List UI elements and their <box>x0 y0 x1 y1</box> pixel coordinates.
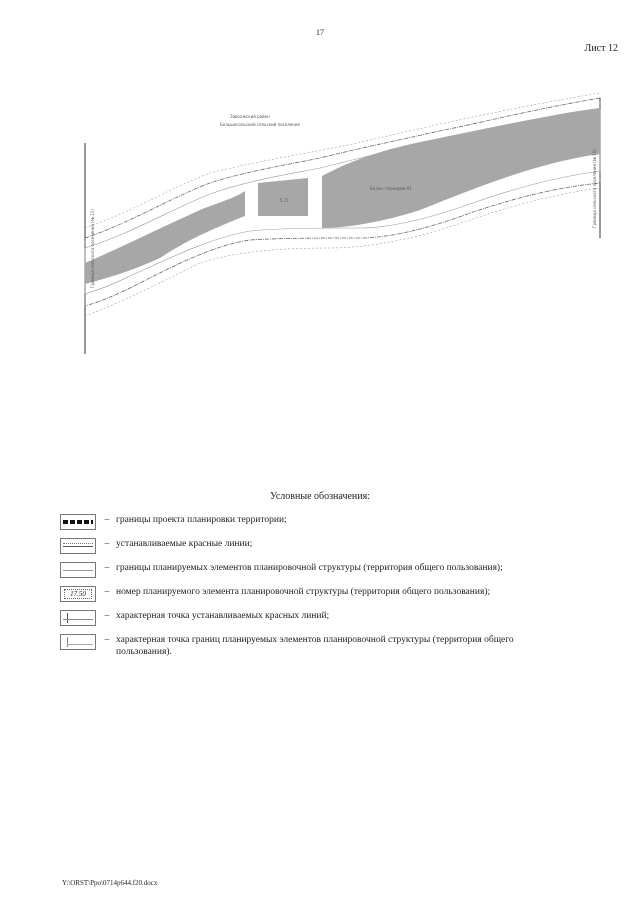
legend-item-red-lines <box>60 538 580 554</box>
legend-item-text: границы планируемых элементов планировочной структуры (территория общего пользования); <box>116 563 503 573</box>
legend-item-text: устанавливаемые красные линии; <box>116 539 253 549</box>
page-number: 17 <box>316 28 324 37</box>
legend-item-text: характерная точка устанавливаемых красных линий; <box>116 611 330 621</box>
legend-dash: – <box>104 635 110 645</box>
red-line-point-symbol <box>60 610 96 626</box>
planning-element-area <box>85 191 245 284</box>
element-boundaries-symbol <box>60 562 96 578</box>
planning-map <box>70 88 610 363</box>
planning-element-area <box>258 178 308 216</box>
legend-dash: – <box>104 563 110 573</box>
project-boundary-symbol <box>60 514 96 530</box>
map-top-label-line1: Заволжский район <box>230 114 270 119</box>
element-label: Ботан. планиров.01 <box>370 186 412 191</box>
legend-dash: – <box>104 515 110 525</box>
legend-item-text: номер планируемого элемента планировочной структуры (территория общего пользования); <box>116 587 491 597</box>
legend-item-project-boundary <box>60 514 580 530</box>
legend-dash: – <box>104 539 110 549</box>
element-number-sample: 17.50 <box>64 589 92 599</box>
legend-item-text: характерная точка границ планируемых элементов планировочной структуры (территория общего пользования). <box>116 635 514 657</box>
footer-file-path: Y:\ORST\Ppo\0714p644.f20.docx <box>62 879 158 887</box>
legend <box>60 514 580 666</box>
legend-item-text: границы проекта планировки территории; <box>116 515 287 525</box>
legend-item-boundary-point <box>60 634 580 658</box>
legend-item-element-number <box>60 586 580 602</box>
legend-dash: – <box>104 611 110 621</box>
planning-map-drawing <box>70 88 610 363</box>
red-lines-symbol <box>60 538 96 554</box>
legend-title: Условные обозначения: <box>269 491 370 502</box>
boundary-point-symbol <box>60 634 96 650</box>
sheet-label: Лист 12 <box>584 43 618 54</box>
map-top-label-line2: Большесольский сельский поселение <box>220 122 300 127</box>
legend-item-red-line-point <box>60 610 580 626</box>
planning-element-area <box>322 108 600 228</box>
right-side-label: Граница сельского поселения (№ 10) <box>592 149 597 228</box>
element-number-label: 5.71 <box>280 198 289 203</box>
legend-dash: – <box>104 587 110 597</box>
legend-item-element-boundaries <box>60 562 580 578</box>
left-side-label: Граница сельского поселения (№ 11) <box>90 209 95 288</box>
element-number-symbol <box>60 586 96 602</box>
